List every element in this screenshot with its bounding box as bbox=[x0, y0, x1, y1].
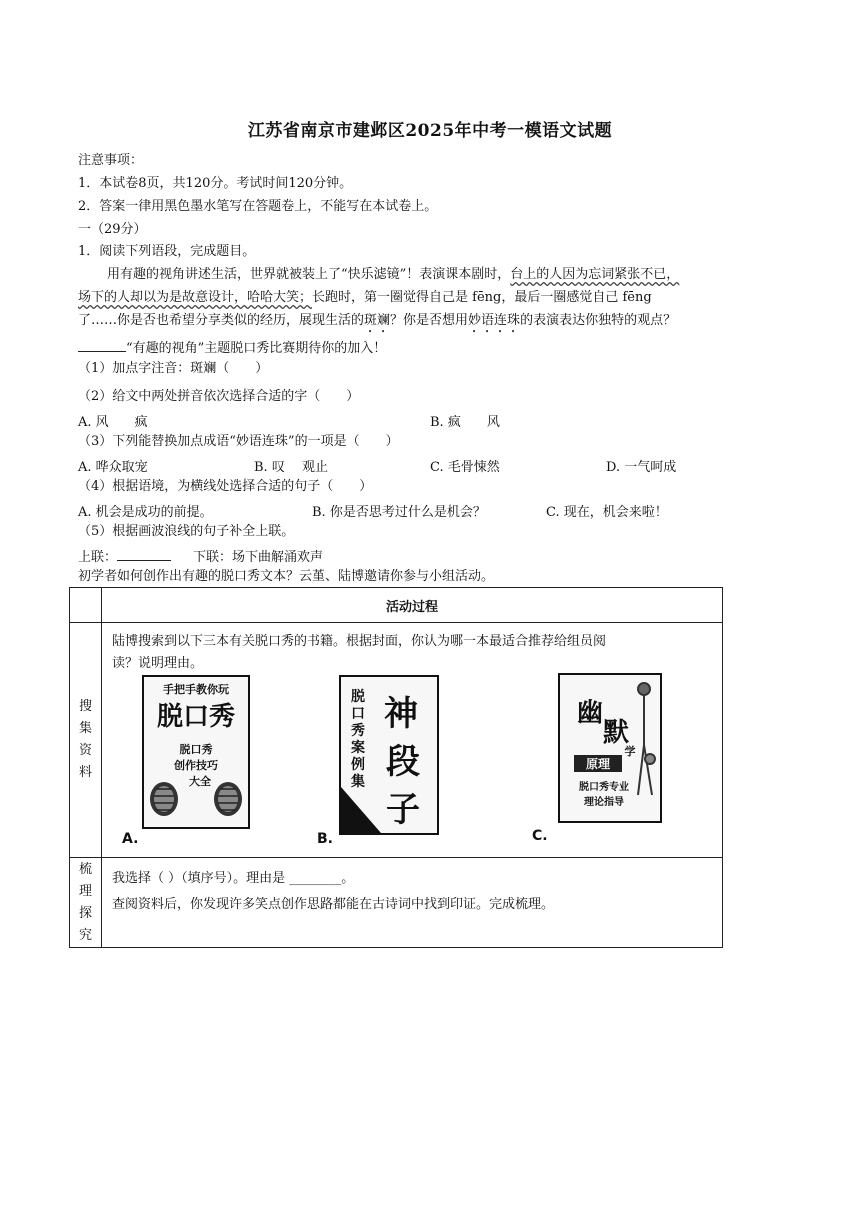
book-a-line5: 大全 bbox=[189, 775, 211, 788]
sub-question-2: （2）给文中两处拼音依次选择合适的字（ ） bbox=[78, 389, 360, 404]
book-c-cover[interactable] bbox=[558, 673, 662, 823]
option-3a[interactable]: A. 哗众取宠 bbox=[78, 460, 148, 475]
page-title: 江苏省南京市建邺区2025年中考一模语文试题 bbox=[247, 121, 613, 141]
option-4b[interactable]: B. 你是否思考过什么是机会？ bbox=[312, 505, 486, 520]
option-4a[interactable]: A. 机会是成功的前提。 bbox=[78, 505, 213, 520]
book-b-vertical-char: 集 bbox=[351, 774, 365, 790]
book-c-big-2: 默 bbox=[602, 718, 630, 748]
figure-illustration-icon bbox=[638, 683, 655, 795]
collect-text-line1: 陆博搜索到以下三本有关脱口秀的书籍。根据封面，你认为哪一本最适合推荐给组员阅 bbox=[112, 634, 607, 649]
wavy-sentence-b: 场下的人却以为是故意设计，哈哈大笑； bbox=[78, 290, 313, 305]
book-b-big-2: 段 bbox=[386, 742, 420, 782]
wavy-sentence-a: 台上的人因为忘词紧张不已， bbox=[510, 267, 680, 282]
passage-line-2: 场下的人却以为是故意设计，哈哈大笑；长跑时，第一圈觉得自己是 fēng，最后一圈感觉自己 fēng bbox=[78, 290, 652, 305]
collect-answer-line[interactable]: 我选择（ ）（填序号）。理由是 ________。 bbox=[112, 871, 355, 886]
book-a-cover[interactable] bbox=[142, 675, 250, 829]
sub-question-3: （3）下列能替换加点成语“妙语连珠”的一项是（ ） bbox=[78, 434, 399, 449]
row-label-sort: 梳理探究 bbox=[70, 858, 102, 948]
sub-question-5: （5）根据画波浪线的句子补全上联。 bbox=[78, 524, 295, 539]
book-a-line1: 手把手教你玩 bbox=[163, 683, 229, 696]
option-3d[interactable]: D. 一气呵成 bbox=[606, 460, 677, 475]
row-label-collect: 搜集资料 bbox=[70, 623, 102, 858]
activity-table bbox=[69, 587, 723, 948]
book-a-artwork bbox=[144, 677, 248, 827]
section-label: 一（29分） bbox=[78, 222, 147, 237]
book-b-vertical-char: 口 bbox=[351, 706, 365, 722]
couplet-blank[interactable] bbox=[117, 546, 171, 561]
dotted-word-banlan: 斑斓 bbox=[364, 313, 391, 328]
book-c-line4: 理论指导 bbox=[584, 797, 624, 808]
book-b-artwork bbox=[341, 677, 437, 833]
dotted-idiom: 妙语连珠 bbox=[468, 313, 521, 328]
book-c-line3: 脱口秀专业 bbox=[579, 782, 629, 793]
row-collect-content bbox=[102, 623, 723, 886]
book-b-vertical-char: 秀 bbox=[351, 723, 365, 739]
option-2a[interactable]: A. 风 疯 bbox=[78, 415, 148, 430]
microphone-icon bbox=[214, 782, 242, 816]
book-c-big-1: 幽 bbox=[576, 698, 604, 728]
option-4c[interactable]: C. 现在，机会来啦！ bbox=[546, 505, 668, 520]
sub-question-4: （4）根据语境，为横线处选择合适的句子（ ） bbox=[78, 479, 373, 494]
passage-line-3: 了……你是否也希望分享类似的经历，展现生活的斑斓？你是否想用妙语连珠的表演表达你独特的观点？ bbox=[78, 313, 677, 328]
book-c-badge: 原理 bbox=[585, 757, 611, 771]
option-2b[interactable]: B. 疯 风 bbox=[430, 415, 500, 430]
option-3c[interactable]: C. 毛骨悚然 bbox=[430, 460, 500, 475]
book-a-label: A. bbox=[122, 831, 139, 847]
book-b-vertical-char: 案 bbox=[351, 740, 365, 756]
notice-item-1: 1．本试卷8页，共120分。考试时间120分钟。 bbox=[78, 176, 353, 191]
answer-blank[interactable] bbox=[78, 337, 126, 352]
book-c-small: 学 bbox=[624, 745, 636, 758]
book-b-vertical-char: 例 bbox=[351, 757, 365, 773]
book-b-big-1: 神 bbox=[384, 694, 418, 734]
book-b-vertical-title bbox=[351, 688, 365, 790]
book-a-title: 脱口秀 bbox=[156, 702, 236, 732]
book-b-cover[interactable] bbox=[339, 675, 439, 835]
book-a-line3: 脱口秀 bbox=[179, 743, 213, 756]
book-c-artwork bbox=[560, 675, 660, 821]
passage-line-4: “有趣的视角”主题脱口秀比赛期待你的加入！ bbox=[78, 337, 386, 358]
option-3b[interactable]: B. 叹 观止 bbox=[254, 460, 328, 475]
book-b-label: B. bbox=[317, 831, 333, 847]
couplet-line: 上联： 下联：场下曲解涌欢声 bbox=[78, 546, 323, 567]
row-sort-content: 查阅资料后，你发现许多笑点创作思路都能在古诗词中找到印证。完成梳理。 bbox=[102, 858, 723, 948]
book-b-big-3: 子 bbox=[386, 790, 420, 830]
table-corner bbox=[70, 588, 102, 623]
table-header: 活动过程 bbox=[102, 588, 723, 623]
book-c-label: C. bbox=[532, 828, 548, 844]
sub-question-1: （1）加点字注音：斑斓（ ） bbox=[78, 361, 269, 376]
microphone-icon bbox=[150, 782, 178, 816]
activity-intro: 初学者如何创作出有趣的脱口秀文本？云堇、陆博邀请你参与小组活动。 bbox=[78, 569, 495, 584]
book-a-line4: 创作技巧 bbox=[174, 759, 218, 772]
collect-text-line2: 读？说明理由。 bbox=[112, 656, 204, 671]
book-b-vertical-char: 脱 bbox=[351, 689, 365, 705]
question-1-prompt: 1．阅读下列语段，完成题目。 bbox=[78, 244, 256, 259]
notice-heading: 注意事项： bbox=[78, 153, 144, 168]
passage-line-1: 用有趣的视角讲述生活，世界就被装上了“快乐滤镜”！表演课本剧时，台上的人因为忘词紧张不已， bbox=[107, 267, 680, 282]
notice-item-2: 2．答案一律用黑色墨水笔写在答题卷上，不能写在本试卷上。 bbox=[78, 199, 438, 214]
